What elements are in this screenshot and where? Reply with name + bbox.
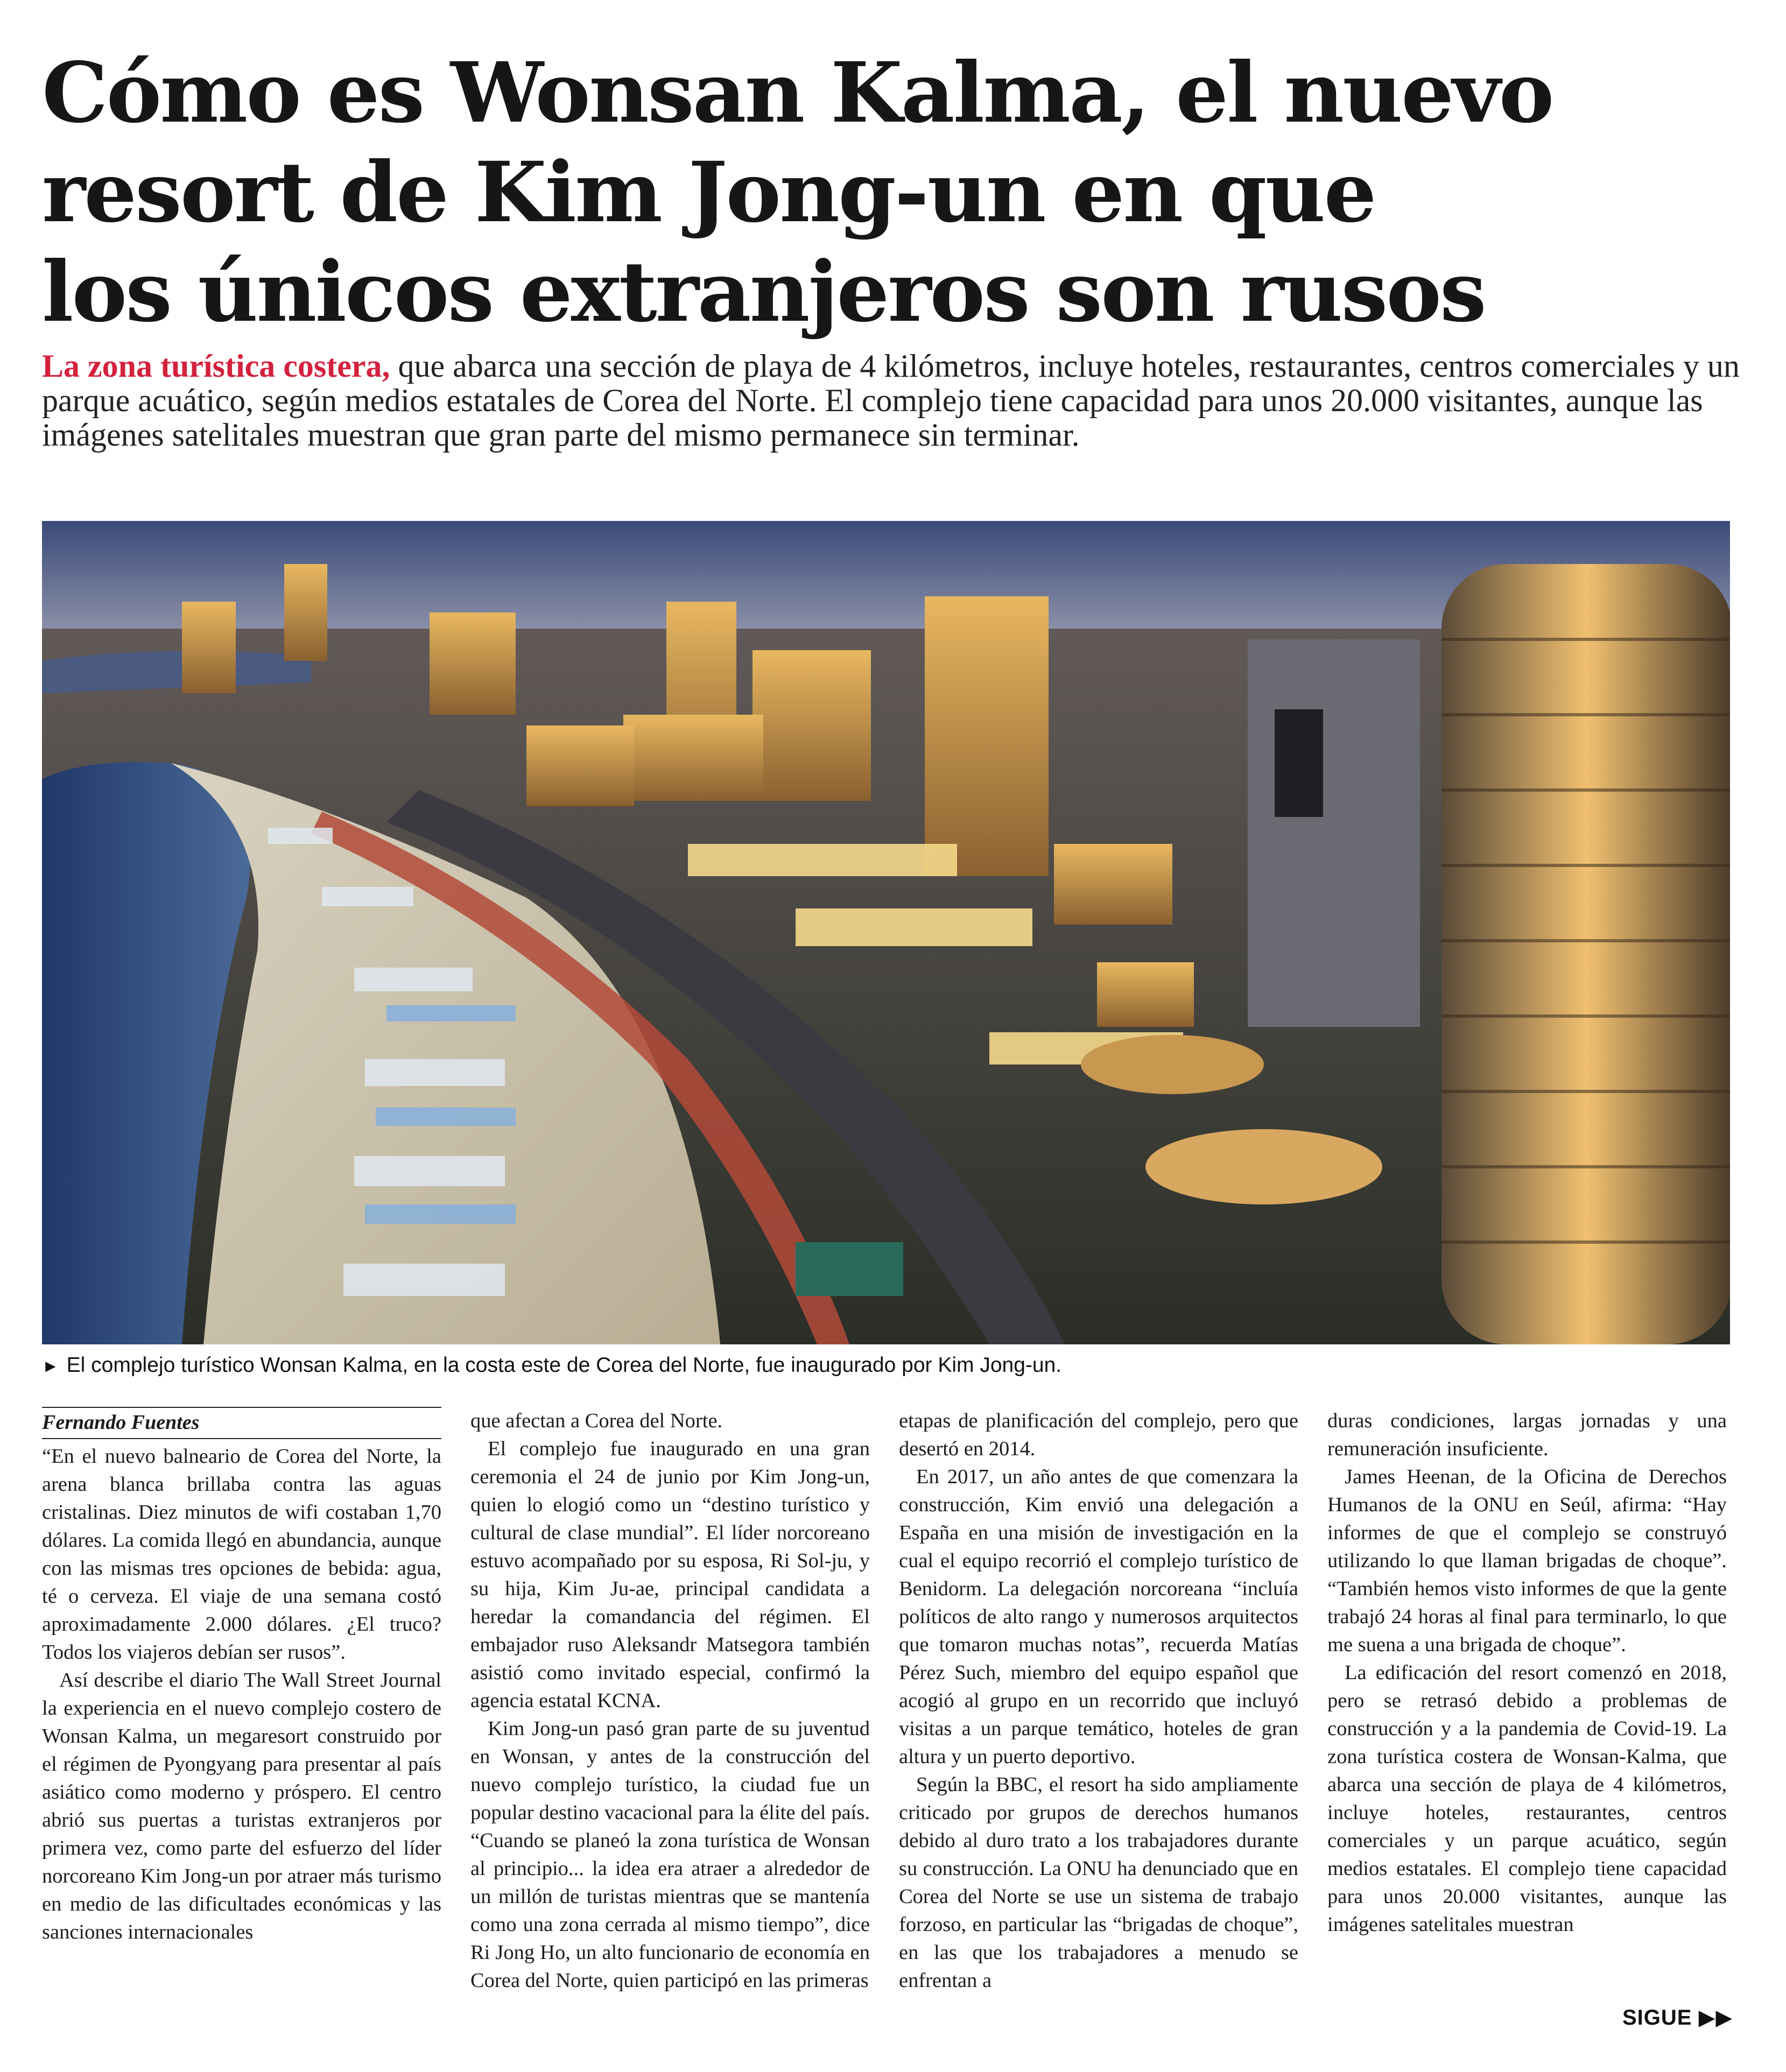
paragraph: El complejo fue inaugurado en una gran ceremonia el 24 de junio por Kim Jong-un, quien lo elogió como un “destino turístico y cultural de clase mundial”. El líder norcoreano estuvo acompañado por su esposa, Ri Sol-ju, y su hija, Kim Ju-ae, principal candidata a heredar la comandancia del régimen. El embajador ruso Aleksandr Matsegora también asistió como invitado especial, confirmó la agencia estatal KCNA. xyxy=(470,1437,870,1712)
paragraph: En 2017, un año antes de que comenzara la construcción, Kim envió una delegación a España en una misión de investigación en la cual el equipo recorrió el complejo turístico de Benidorm. La delegación norcoreana “incluía políticos de alto rango y numerosos arquitectos que tomaron muchas notas”, recuerda Matías Pérez Such, miembro del equipo español que acogió al grupo en un recorrido que incluyó visitas a un parque temático, hoteles de gran altura y un puerto deportivo. xyxy=(899,1465,1298,1768)
paragraph: James Heenan, de la Oficina de Derechos Humanos de la ONU en Seúl, afirma: “Hay informes de que el complejo se construyó utilizando lo que llaman brigadas de choque”. “También hemos visto informes de que la gente trabajó 24 horas al final para terminarlo, lo que me suena a una brigada de choque”. xyxy=(1327,1465,1727,1656)
lead-paragraph xyxy=(42,349,1743,452)
paragraph: La edificación del resort comenzó en 2018, pero se retrasó debido a problemas de construcción y a la pandemia de Covid-19. La zona turística costera de Wonsan-Kalma, que abarca una sección de playa de 4 kilómetros, incluye hoteles, restaurantes, centros comerciales y un parque acuático, según medios estatales. El complejo tiene capacidad para unos 20.000 visitantes, aunque las imágenes satelitales muestran xyxy=(1327,1661,1727,1936)
byline: Fernando Fuentes xyxy=(42,1407,441,1439)
paragraph: Así describe el diario The Wall Street Journal la experiencia en el nuevo complejo costero de Wonsan Kalma, un megaresort construido por el régimen de Pyongyang para presentar al país asiático como moderno y próspero. El centro abrió sus puertas a turistas extranjeros por primera vez, como parte del esfuerzo del líder norcoreano Kim Jong-un por atraer más turismo en medio de las dificultades económicas y las sanciones internacionales xyxy=(42,1669,441,1943)
article-column-3 xyxy=(899,1407,1298,1995)
resort-photo xyxy=(42,521,1730,1344)
resort-aerial-illustration xyxy=(42,521,1730,1344)
paragraph: que afectan a Corea del Norte. xyxy=(470,1409,723,1432)
paragraph: “En el nuevo balneario de Corea del Norte, la arena blanca brillaba contra las aguas cristalinas. Diez minutos de wifi costaban 1,70 dólares. La comida llegó en abundancia, aunque con las mismas tres opciones de bebida: agua, té o cerveza. El viaje de una semana costó aproximadamente 2.000 dólares. ¿El truco? Todos los viajeros debían ser rusos”. xyxy=(42,1445,441,1664)
headline-line-1: Cómo es Wonsan Kalma, el nuevo xyxy=(42,44,1553,142)
caption-text: El complejo turístico Wonsan Kalma, en la costa este de Corea del Norte, fue inaugurado por Kim Jong-un. xyxy=(66,1354,1062,1377)
lead-text: que abarca una sección de playa de 4 kilómetros, incluye hoteles, restaurantes, centros comerciales y un parque acuático, según medios estatales de Corea del Norte. El complejo tiene capacidad para unos 20.000 visitantes, aunque las imágenes satelitales muestran que gran parte del mismo permanece sin terminar. xyxy=(42,348,1740,453)
headline xyxy=(42,43,1711,342)
article-column-2 xyxy=(470,1407,870,1995)
paragraph: duras condiciones, largas jornadas y una remuneración insuficiente. xyxy=(1327,1409,1727,1460)
continue-label: SIGUE ▶▶ xyxy=(1622,2006,1733,2029)
photo-caption xyxy=(42,1353,1730,1378)
headline-line-3: los únicos extranjeros son rusos xyxy=(42,243,1485,341)
lead-kicker: La zona turística costera, xyxy=(42,348,390,384)
paragraph: Kim Jong-un pasó gran parte de su juventud en Wonsan, y antes de la construcción del nuevo complejo turístico, la ciudad fue un popular destino vacacional para la élite del país. “Cuando se planeó la zona turística de Wonsan al principio... la idea era atraer a alrededor de un millón de turistas mientras que se mantenía como una zona cerrada al mismo tiempo”, dice Ri Jong Ho, un alto funcionario de economía en Corea del Norte, quien participó en las primeras xyxy=(470,1717,870,1992)
article-column-1 xyxy=(42,1407,441,1946)
caption-arrow-icon: ► xyxy=(42,1356,59,1376)
article-column-4 xyxy=(1327,1407,1727,1939)
headline-line-2: resort de Kim Jong-un en que xyxy=(42,144,1375,241)
paragraph: Según la BBC, el resort ha sido ampliamente criticado por grupos de derechos humanos debido al duro trato a los trabajadores durante su construcción. La ONU ha denunciado que en Corea del Norte se use un sistema de trabajo forzoso, en particular las “brigadas de choque”, en las que los trabajadores a menudo se enfrentan a xyxy=(899,1773,1298,1992)
paragraph: etapas de planificación del complejo, pero que desertó en 2014. xyxy=(899,1409,1298,1460)
